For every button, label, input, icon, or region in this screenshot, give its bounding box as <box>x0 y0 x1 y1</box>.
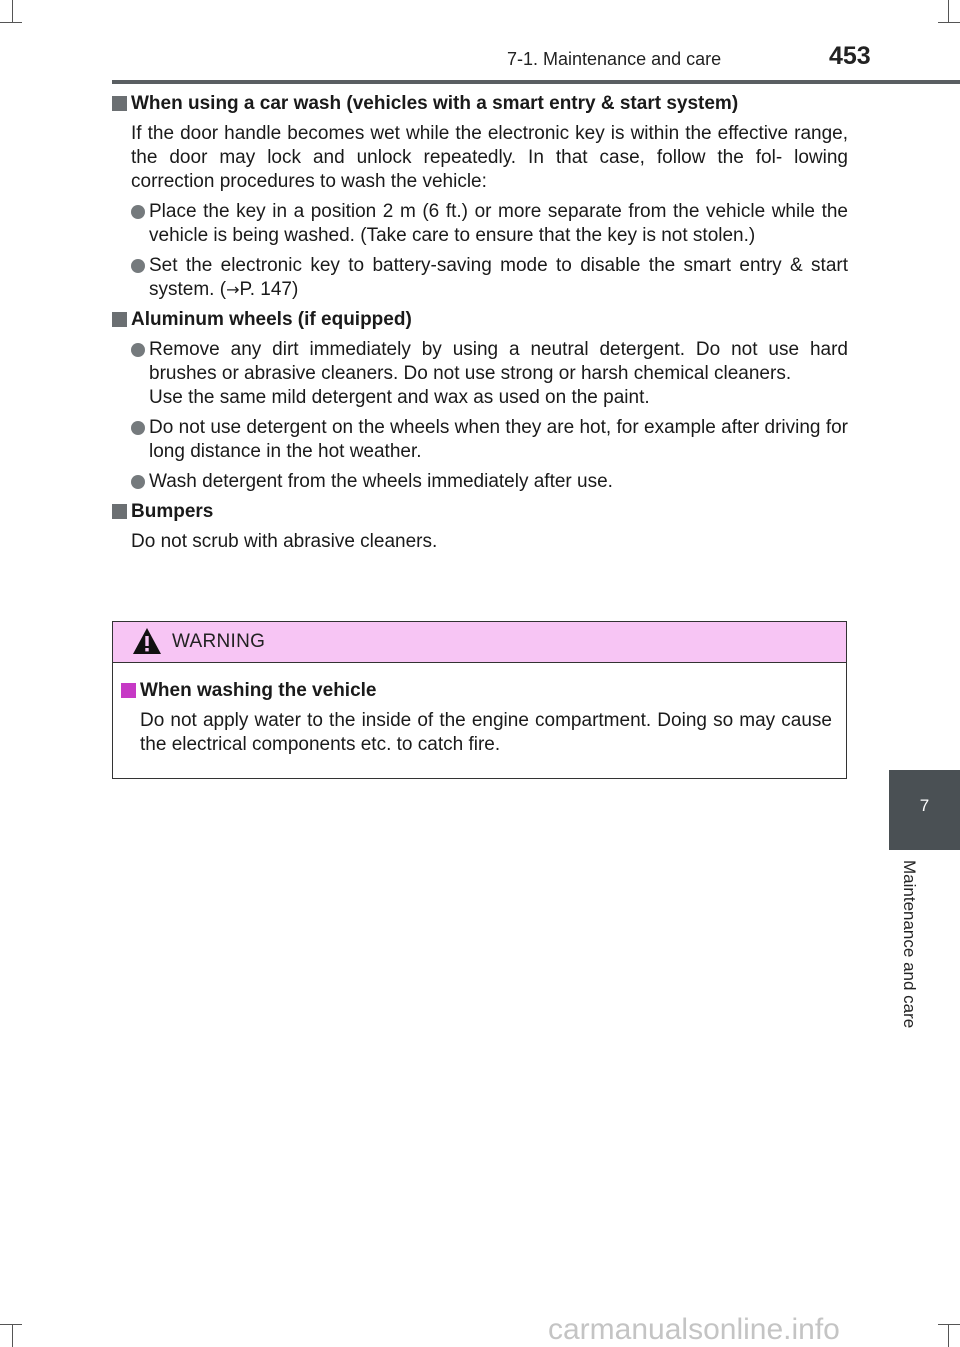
crop-mark <box>0 22 22 23</box>
car-wash-text: If the door handle becomes wet while the electronic key is within the effective range, the door may lock and unlock repeatedly. In that case, follow the fol- lowing correction procedures to wash the vehicle: <box>131 123 848 192</box>
warning-body <box>113 663 846 757</box>
bullet-icon <box>131 205 145 219</box>
crop-mark <box>12 0 13 22</box>
crop-mark <box>938 1324 960 1325</box>
chapter-number: 7 <box>919 796 930 815</box>
list-item: Wash detergent from the wheels immediately after use. <box>112 470 848 494</box>
crop-mark <box>938 22 960 23</box>
warning-box <box>112 621 847 779</box>
crop-mark <box>948 1325 949 1347</box>
header-rule <box>112 80 960 84</box>
square-marker-icon <box>112 96 127 111</box>
warning-text: Do not apply water to the inside of the engine compartment. Doing so may cause the electrical components etc. to catch fire. <box>140 710 832 755</box>
warning-header <box>113 622 846 663</box>
watermark: carmanualsonline.info <box>548 1313 840 1346</box>
chapter-label: Maintenance and care <box>900 860 919 1029</box>
warning-triangle-icon <box>131 626 163 656</box>
bullet-icon <box>131 259 145 273</box>
list-item: Do not use detergent on the wheels when they are hot, for example after driving for long distance in the hot weather. <box>112 416 848 464</box>
bullet-icon <box>131 421 145 435</box>
list-item: Remove any dirt immediately by using a neutral detergent. Do not use hard brushes or abrasive cleaners. Do not use strong or harsh chemical cleaners. Use the same mild detergent and wax as used on the paint. <box>112 338 848 410</box>
crop-mark <box>948 0 949 22</box>
section-title: 7-1. Maintenance and care <box>507 49 722 69</box>
arrow-right-icon: → <box>226 280 240 299</box>
warning-heading: When washing the vehicle <box>121 679 832 703</box>
square-marker-icon <box>121 683 136 698</box>
bumpers-text: Do not scrub with abrasive cleaners. <box>131 531 438 552</box>
bullet-icon <box>131 343 145 357</box>
page-number: 453 <box>829 42 871 70</box>
section-heading-car-wash: When using a car wash (vehicles with a smart entry & start system) <box>112 92 848 116</box>
square-marker-icon <box>112 504 127 519</box>
square-marker-icon <box>112 312 127 327</box>
section-heading-bumpers: Bumpers <box>112 500 848 524</box>
main-content <box>112 92 848 560</box>
warning-title: WARNING <box>172 631 266 652</box>
page-reference-link[interactable]: P. 147) <box>239 279 299 300</box>
chapter-tab[interactable] <box>889 770 960 850</box>
list-item: Set the electronic key to battery-saving mode to disable the smart entry & start system. (→P. 147) <box>112 254 848 302</box>
section-heading-aluminum-wheels: Aluminum wheels (if equipped) <box>112 308 848 332</box>
list-item: Place the key in a position 2 m (6 ft.) or more separate from the vehicle while the vehicle is being washed. (Take care to ensure that the key is not stolen.) <box>112 200 848 248</box>
bullet-icon <box>131 475 145 489</box>
crop-mark <box>12 1325 13 1347</box>
crop-mark <box>0 1324 22 1325</box>
